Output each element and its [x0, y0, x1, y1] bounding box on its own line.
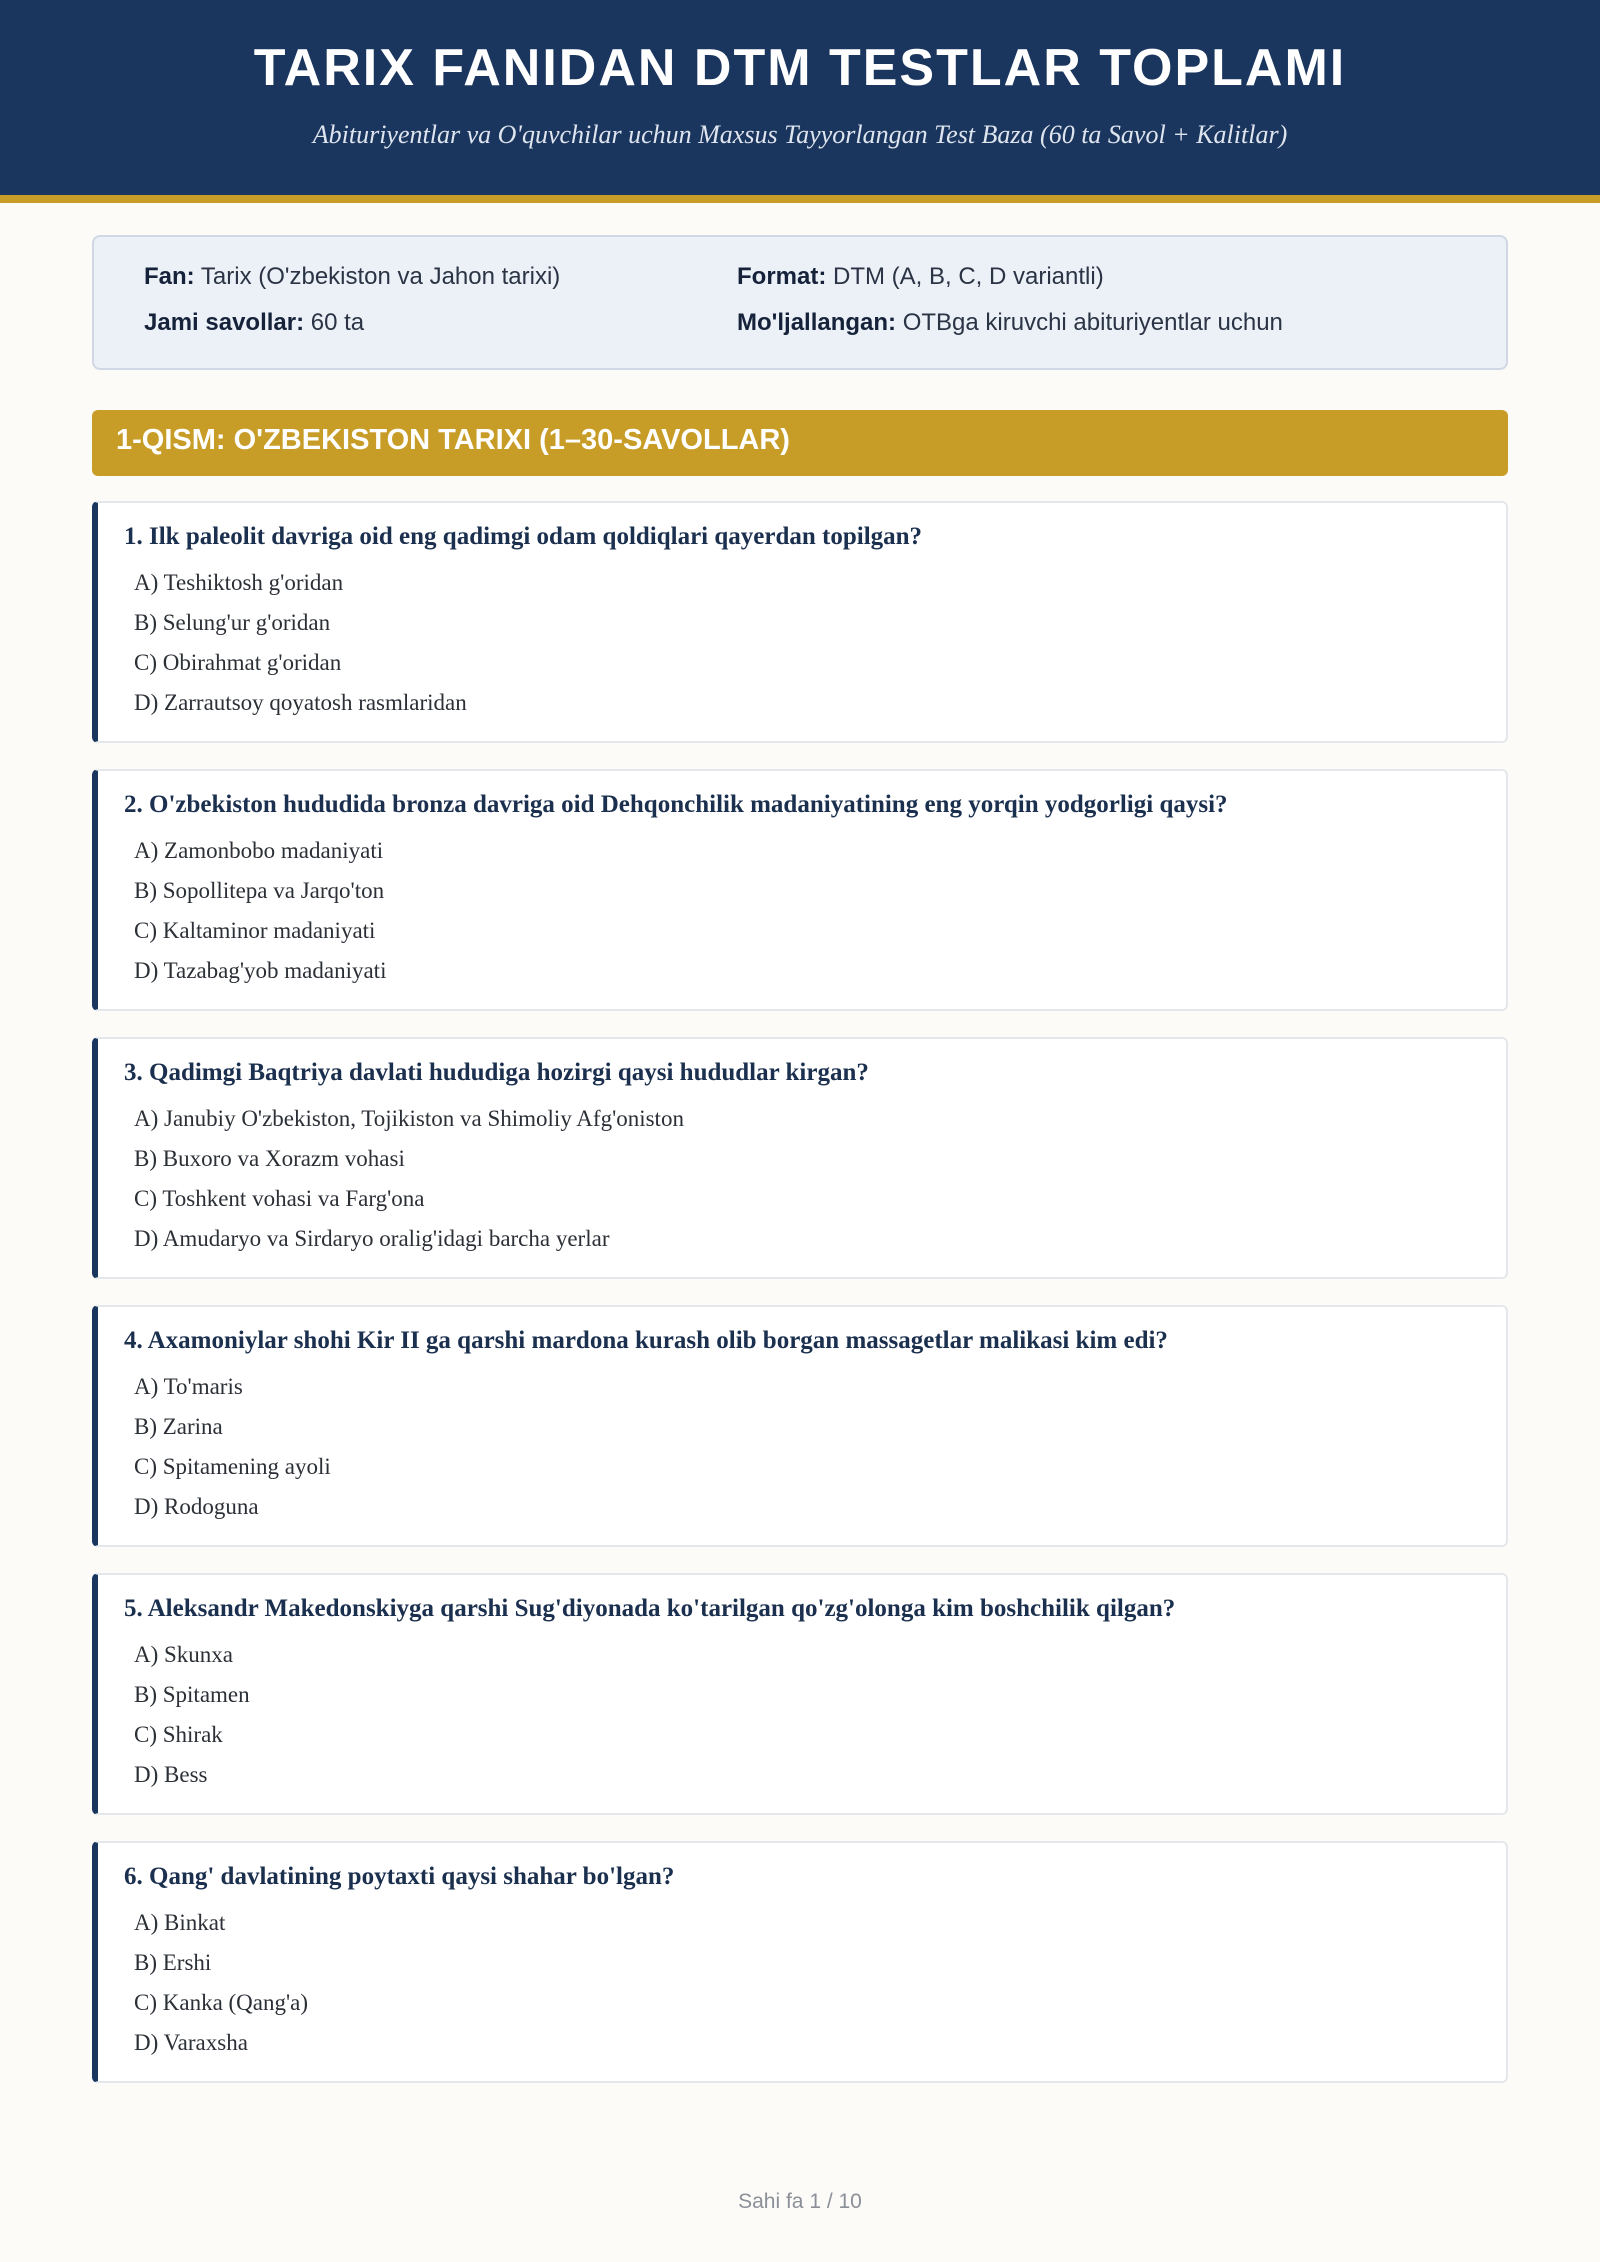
- option-b[interactable]: B) Selung'ur g'oridan: [134, 610, 331, 635]
- info-format: [737, 263, 1104, 291]
- option-b[interactable]: B) Zarina: [134, 1414, 223, 1439]
- option-d[interactable]: D) Rodoguna: [134, 1494, 259, 1519]
- option-d[interactable]: D) Varaxsha: [134, 2030, 248, 2055]
- option-c[interactable]: C) Kanka (Qang'a): [134, 1990, 309, 2015]
- question-text: 3. Qadimgi Baqtriya davlati hududiga hozirgi qaysi hududlar kirgan?: [124, 1059, 869, 1086]
- question-card-3: [92, 1037, 1508, 1279]
- info-target: [737, 309, 1283, 337]
- option-a[interactable]: A) Binkat: [134, 1910, 226, 1935]
- info-format-value: DTM (A, B, C, D variantli): [826, 263, 1104, 290]
- page-number: Sahi fa 1 / 10: [738, 2190, 862, 2213]
- info-format-label: Format:: [737, 263, 827, 290]
- option-c[interactable]: C) Toshkent vohasi va Farg'ona: [134, 1186, 425, 1211]
- question-card-4: [92, 1305, 1508, 1547]
- option-d[interactable]: D) Tazabag'yob madaniyati: [134, 958, 387, 983]
- option-a[interactable]: A) Skunxa: [134, 1642, 234, 1667]
- info-box: [92, 235, 1508, 370]
- info-fan-label: Fan:: [144, 263, 195, 290]
- question-card-6: [92, 1841, 1508, 2083]
- section-header: [92, 410, 1508, 476]
- option-b[interactable]: B) Sopollitepa va Jarqo'ton: [134, 878, 385, 903]
- option-a[interactable]: A) Janubiy O'zbekiston, Tojikiston va Shimoliy Afg'oniston: [134, 1106, 684, 1131]
- page-header: [0, 0, 1600, 203]
- question-card-1: [92, 501, 1508, 743]
- option-c[interactable]: C) Obirahmat g'oridan: [134, 650, 342, 675]
- page-title: TARIX FANIDAN DTM TESTLAR TOPLAMI: [253, 39, 1347, 97]
- question-text: 1. Ilk paleolit davriga oid eng qadimgi odam qoldiqlari qayerdan topilgan?: [124, 523, 923, 550]
- option-a[interactable]: A) Teshiktosh g'oridan: [134, 570, 344, 595]
- option-c[interactable]: C) Spitamening ayoli: [134, 1454, 331, 1479]
- question-text: 2. O'zbekiston hududida bronza davriga oid Dehqonchilik madaniyatining eng yorqin yodgorligi qaysi?: [124, 791, 1228, 818]
- question-text: 4. Axamoniylar shohi Kir II ga qarshi mardona kurash olib borgan massagetlar malikasi kim edi?: [124, 1327, 1168, 1354]
- question-card-2: [92, 769, 1508, 1011]
- question-text: 6. Qang' davlatining poytaxti qaysi shahar bo'lgan?: [124, 1863, 675, 1890]
- option-b[interactable]: B) Buxoro va Xorazm vohasi: [134, 1146, 405, 1171]
- option-d[interactable]: D) Bess: [134, 1762, 208, 1787]
- info-total-label: Jami savollar:: [144, 309, 305, 336]
- option-d[interactable]: D) Zarrautsoy qoyatosh rasmlaridan: [134, 690, 467, 715]
- info-total-value: 60 ta: [304, 309, 365, 336]
- option-a[interactable]: A) To'maris: [134, 1374, 243, 1399]
- info-fan: [144, 263, 560, 291]
- option-b[interactable]: B) Spitamen: [134, 1682, 250, 1707]
- question-text: 5. Aleksandr Makedonskiyga qarshi Sug'diyonada ko'tarilgan qo'zg'olonga kim boshchilik qilgan?: [124, 1595, 1176, 1622]
- question-card-5: [92, 1573, 1508, 1815]
- option-b[interactable]: B) Ershi: [134, 1950, 212, 1975]
- info-target-value: OTBga kiruvchi abituriyentlar uchun: [896, 309, 1283, 336]
- info-target-label: Mo'ljallangan:: [737, 309, 897, 336]
- page-subtitle: Abituriyentlar va O'quvchilar uchun Maxsus Tayyorlangan Test Baza (60 ta Savol + Kalitlar): [312, 120, 1288, 149]
- option-c[interactable]: C) Kaltaminor madaniyati: [134, 918, 376, 943]
- info-fan-value: Tarix (O'zbekiston va Jahon tarixi): [194, 263, 561, 290]
- option-c[interactable]: C) Shirak: [134, 1722, 223, 1747]
- option-d[interactable]: D) Amudaryo va Sirdaryo oralig'idagi barcha yerlar: [134, 1226, 610, 1251]
- option-a[interactable]: A) Zamonbobo madaniyati: [134, 838, 384, 863]
- section-title: 1-QISM: O'ZBEKISTON TARIXI (1–30-SAVOLLAR): [116, 424, 790, 456]
- info-total: [144, 309, 364, 337]
